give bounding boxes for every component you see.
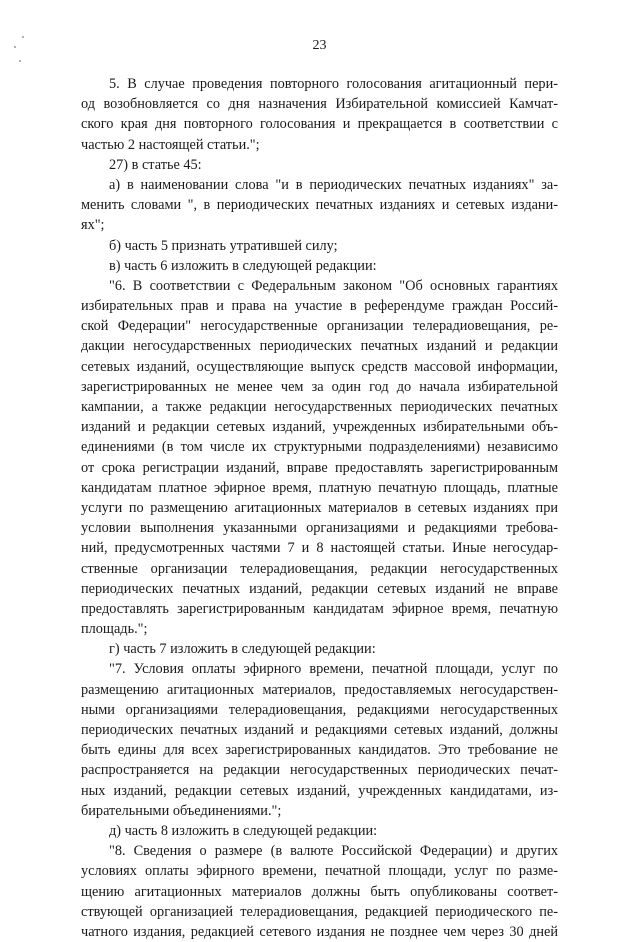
- text-line: ской Федерации" негосударственные организации телерадиовещания, ре-: [81, 318, 558, 335]
- text-line: "8. Сведения о размере (в валюте Российской Федерации) и других: [109, 843, 558, 860]
- text-line: единениями (в том числе их структурными подразделениями) независимо: [81, 439, 558, 456]
- text-line: бирательными объединениями.";: [81, 802, 282, 819]
- text-line: кампании, а также редакции негосударственных периодических печатных: [81, 399, 558, 415]
- text-line: распространяется на редакции негосударственных периодических печат-: [81, 762, 558, 779]
- text-line: г) часть 7 изложить в следующей редакции:: [109, 641, 376, 658]
- text-line: ственные организации телерадиовещания, редакции негосударственных: [81, 560, 558, 577]
- text-line: периодических печатных изданий, редакции сетевых изданий не вправе: [81, 580, 558, 597]
- text-line: избирательных прав и права на участие в референдуме граждан Россий-: [81, 298, 558, 315]
- text-line: от срока регистрации изданий, вправе предоставлять зарегистрированным: [81, 459, 558, 476]
- text-line: ского края дня повторного голосования и прекращается в соответствии с: [81, 116, 558, 133]
- text-line: дакции негосударственных периодических печатных изданий и редакции: [81, 338, 558, 355]
- text-line: ных изданий, редакции сетевых изданий, учрежденных кандидатами, из-: [81, 782, 558, 799]
- text-line: ными организациями телерадиовещания, редакциями негосударственных: [81, 701, 558, 718]
- text-line: менить словами ", в периодических печатных изданиях и сетевых издани-: [81, 197, 558, 214]
- text-line: д) часть 8 изложить в следующей редакции:: [109, 822, 378, 839]
- text-line: щению агитационных материалов должны быть опубликованы соответ-: [81, 883, 558, 900]
- text-line: 27) в статье 45:: [109, 156, 202, 173]
- text-line: услуги по размещению агитационных материалов в сетевых изданиях при: [81, 499, 558, 516]
- text-line: "6. В соответствии с Федеральным законом "Об основных гарантиях: [109, 277, 558, 294]
- text-line: периодических печатных изданий и редакциями сетевых изданий, должны: [81, 722, 558, 738]
- text-line: зарегистрированных не менее чем за один год до начала избирательной: [81, 378, 558, 395]
- text-line: 5. В случае проведения повторного голосования агитационный пери-: [109, 76, 558, 92]
- text-line: ствующей организацией телерадиовещания, редакцией периодического пе-: [81, 903, 558, 920]
- text-line: "7. Условия оплаты эфирного времени, печатной площади, услуг по: [109, 661, 558, 678]
- text-line: площадь.";: [81, 621, 148, 638]
- text-line: изданий и редакции сетевых изданий, учрежденных избирательными объ-: [81, 419, 558, 436]
- text-line: частью 2 настоящей статьи.";: [81, 136, 260, 153]
- text-line: в) часть 6 изложить в следующей редакции:: [109, 257, 377, 274]
- text-line: чатного издания, редакцией сетевого издания не позднее чем через 30 дней: [81, 923, 558, 940]
- text-line: а) в наименовании слова "и в периодических печатных изданиях" за-: [109, 176, 558, 193]
- text-line: размещению агитационных материалов, предоставляемых негосударствен-: [81, 681, 558, 698]
- text-line: ний, предусмотренных частями 7 и 8 настоящей статьи. Иные негосудар-: [81, 540, 558, 557]
- page-number: 23: [312, 38, 327, 53]
- text-line: од возобновляется со дня назначения Избирательной комиссией Камчат-: [81, 96, 558, 113]
- text-line: быть едины для всех зарегистрированных кандидатов. Это требование не: [81, 742, 558, 759]
- text-line: сетевых изданий, осуществляющие выпуск средств массовой информации,: [81, 358, 558, 375]
- text-line: условиях оплаты эфирного времени, печатной площади, услуг по разме-: [81, 863, 558, 880]
- text-line: ях";: [81, 217, 105, 234]
- text-line: предоставлять зарегистрированным кандидатам эфирное время, печатную: [81, 600, 558, 617]
- text-line: б) часть 5 признать утратившей силу;: [109, 237, 338, 254]
- text-line: кандидатам платное эфирное время, платную печатную площадь, платные: [81, 479, 558, 496]
- document-body: [81, 74, 558, 942]
- scan-speck: [19, 60, 21, 62]
- text-line: условии выполнения указанными организациями и редакциями требова-: [81, 520, 558, 537]
